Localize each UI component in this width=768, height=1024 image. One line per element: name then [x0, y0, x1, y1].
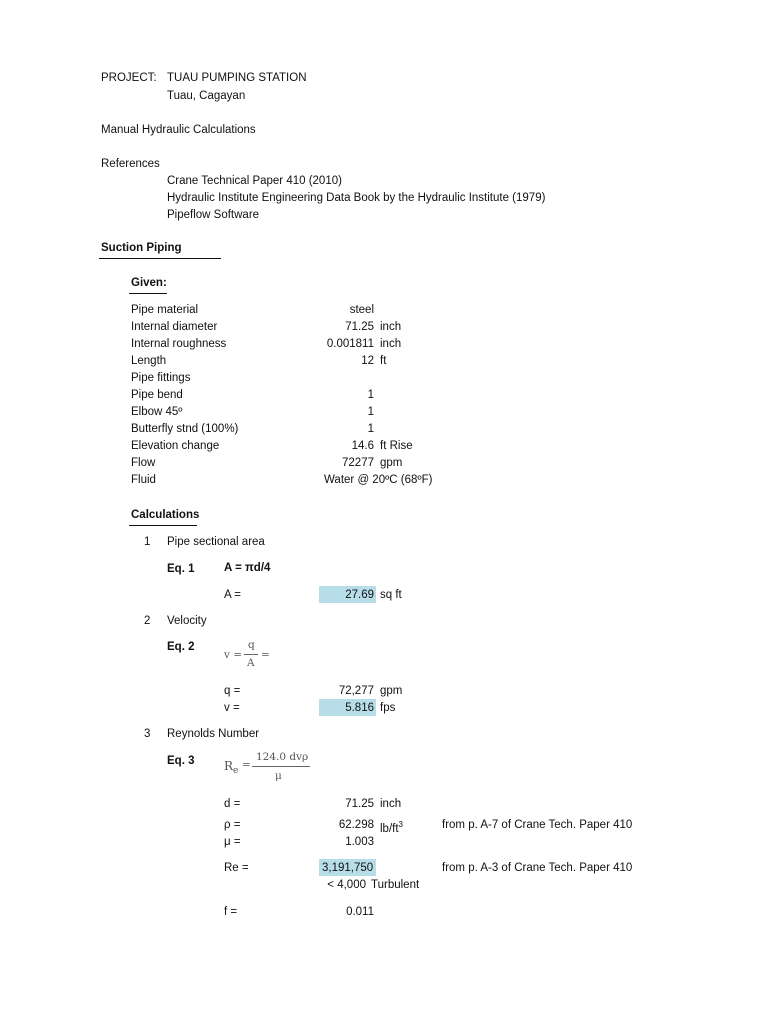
section-underline	[99, 258, 221, 259]
re-note: from p. A-3 of Crane Tech. Paper 410	[442, 862, 633, 874]
given-value: 71.25	[345, 321, 374, 333]
step-title: Reynolds Number	[167, 728, 260, 740]
project-label: PROJECT:	[101, 72, 157, 84]
given-unit: inch	[380, 321, 402, 333]
v-label: v =	[224, 702, 240, 714]
mu-value: 1.003	[345, 836, 374, 848]
q-value: 72,277	[338, 685, 374, 697]
equation-denominator: A	[247, 657, 255, 669]
step-title: Velocity	[167, 615, 207, 627]
d-unit: inch	[380, 798, 402, 810]
rho-value: 62.298	[338, 819, 374, 831]
equation-denominator: μ	[275, 770, 282, 782]
equation-numerator: q	[248, 639, 255, 651]
reference-item: Crane Technical Paper 410 (2010)	[167, 175, 342, 187]
re-label: Re =	[224, 862, 249, 874]
given-value: 14.6	[351, 440, 374, 452]
equation-equals: =	[242, 759, 251, 771]
step-number: 1	[144, 536, 151, 548]
rho-unit	[380, 818, 403, 836]
given-label: Pipe material	[131, 304, 199, 316]
equation-label: Eq. 1	[167, 563, 195, 575]
given-label: Pipe fittings	[131, 372, 191, 384]
given-label: Flow	[131, 457, 156, 469]
equation-lhs: R	[224, 759, 234, 773]
given-value: 12	[361, 355, 374, 367]
given-label: Elevation change	[131, 440, 220, 452]
reference-item: Hydraulic Institute Engineering Data Book by the Hydraulic Institute (1979)	[167, 192, 546, 204]
calculations-underline	[129, 525, 197, 526]
project-location: Tuau, Cagayan	[167, 90, 246, 102]
result-unit: sq ft	[380, 589, 402, 601]
step-title: Pipe sectional area	[167, 536, 265, 548]
given-label: Butterfly stnd (100%)	[131, 423, 239, 435]
step-number: 3	[144, 728, 151, 740]
f-label: f =	[224, 906, 238, 918]
given-value: 1	[367, 389, 374, 401]
velocity-equation	[224, 638, 284, 672]
f-value: 0.011	[346, 906, 374, 918]
step-number: 2	[144, 615, 151, 627]
given-underline	[129, 293, 167, 294]
flow-comparison: < 4,000	[327, 879, 366, 891]
q-label: q =	[224, 685, 241, 697]
given-heading: Given:	[131, 277, 167, 289]
d-value: 71.25	[345, 798, 374, 810]
given-value: 72277	[342, 457, 374, 469]
equation-label: Eq. 2	[167, 641, 195, 653]
fraction-bar	[244, 654, 258, 655]
given-label: Internal diameter	[131, 321, 218, 333]
d-label: d =	[224, 798, 241, 810]
equation-subscript: e	[233, 766, 239, 776]
equation-text: A = πd/4	[224, 562, 271, 574]
project-name: TUAU PUMPING STATION	[167, 72, 307, 84]
section-title: Suction Piping	[101, 242, 182, 254]
v-unit: fps	[380, 702, 396, 714]
fraction-bar	[252, 766, 310, 767]
reference-item: Pipeflow Software	[167, 209, 260, 221]
rho-unit-base: lb/ft	[380, 822, 399, 835]
given-value: steel	[349, 304, 374, 316]
given-label: Elbow 45º	[131, 406, 183, 418]
v-value: 5.816	[345, 702, 374, 714]
given-unit: ft Rise	[380, 440, 413, 452]
result-value: 27.69	[345, 589, 374, 601]
mu-label: μ =	[224, 836, 241, 848]
calculations-heading: Calculations	[131, 509, 200, 521]
rho-note: from p. A-7 of Crane Tech. Paper 410	[442, 819, 633, 831]
equation-lhs: v =	[224, 649, 243, 661]
given-value: 0.001811	[326, 338, 374, 350]
equation-numerator: 124.0 dvρ	[256, 751, 309, 763]
q-unit: gpm	[380, 685, 403, 697]
reynolds-equation	[224, 750, 316, 786]
given-label: Internal roughness	[131, 338, 227, 350]
given-label: Fluid	[131, 474, 156, 486]
given-value: 1	[367, 406, 374, 418]
rho-label: ρ =	[224, 819, 241, 831]
flow-regime: Turbulent	[371, 879, 420, 891]
rho-unit-exponent: 3	[398, 820, 403, 829]
given-value: 1	[367, 423, 374, 435]
re-value: 3,191,750	[322, 862, 374, 874]
equation-rhs: =	[261, 649, 270, 661]
equation-label: Eq. 3	[167, 755, 195, 767]
given-unit: ft	[380, 355, 387, 367]
given-unit: inch	[380, 338, 402, 350]
references-label: References	[101, 158, 160, 170]
given-label: Pipe bend	[131, 389, 183, 401]
given-value: Water @ 20ºC (68ºF)	[324, 474, 433, 486]
result-label: A =	[224, 589, 241, 601]
given-label: Length	[131, 355, 167, 367]
given-unit: gpm	[380, 457, 403, 469]
document-title: Manual Hydraulic Calculations	[101, 124, 256, 136]
